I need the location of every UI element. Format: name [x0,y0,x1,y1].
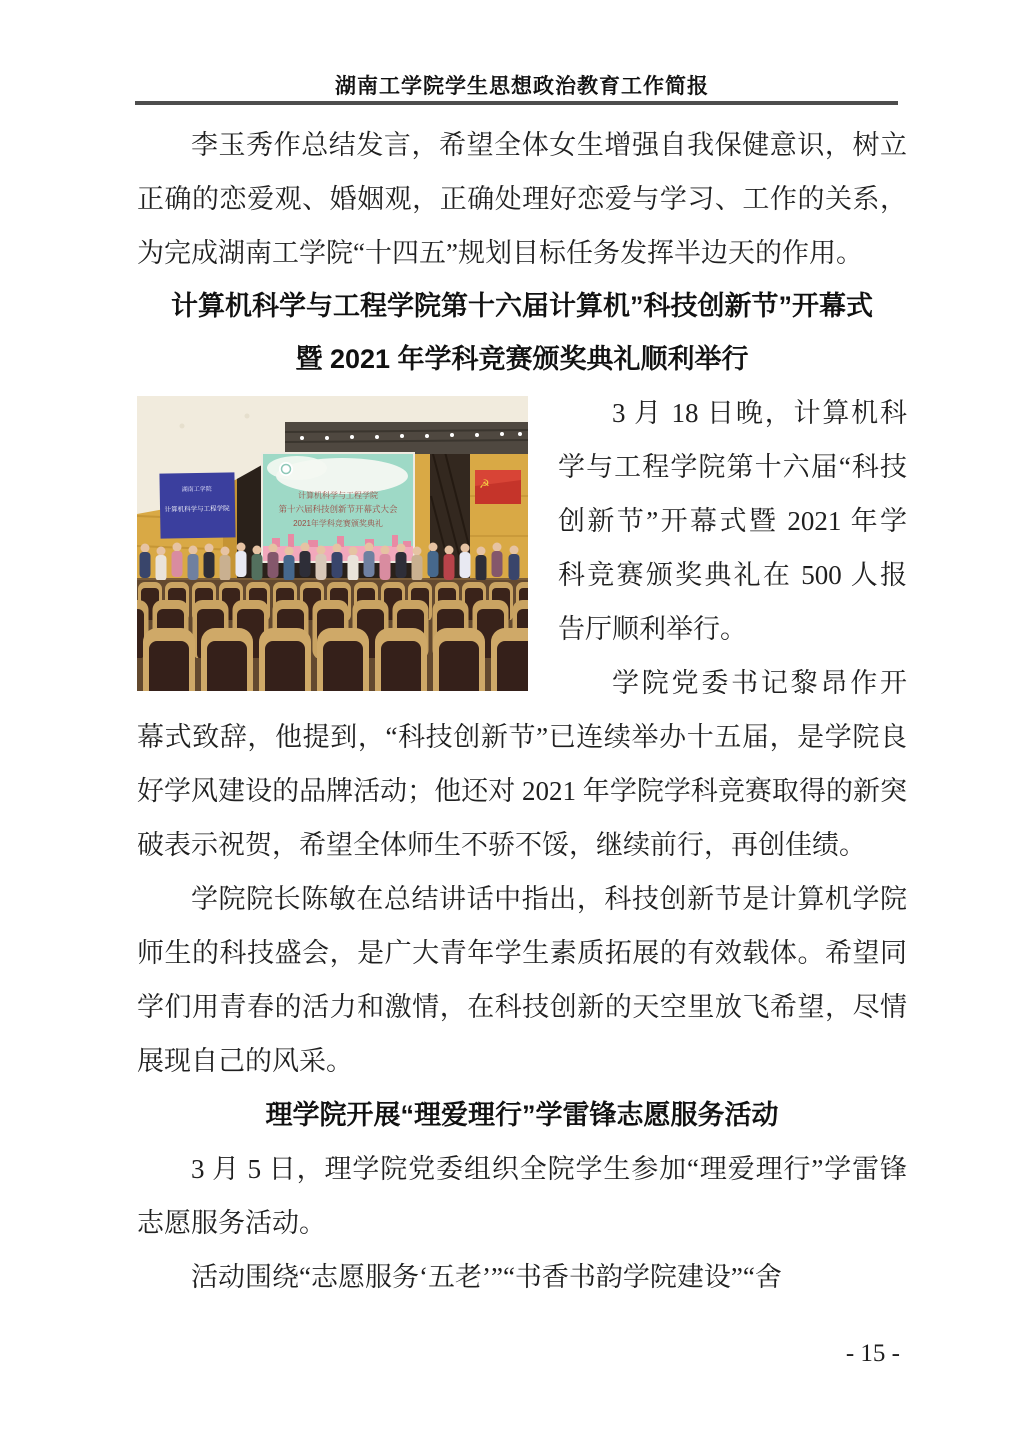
banner-text-line2: 计算机科学与工程学院 [164,505,230,514]
photo-ceiling-vent [285,422,528,454]
photo-text-section [137,386,907,872]
screen-text-line1: 计算机科学与工程学院 [298,491,378,500]
paragraph-dean-speech: 学院院长陈敏在总结讲话中指出，科技创新节是计算机学院师生的科技盛会，是广大青年学生素质拓展的有效载体。希望同学们用青春的活力和激情，在科技创新的天空里放飞希望，尽情展现自己的风采。 [137,884,907,1076]
auditorium-photo-illustration [137,396,528,691]
article-heading-computer-line1: 计算机科学与工程学院第十六届计算机”科技创新节”开幕式 [171,291,873,321]
paragraph-activity: 活动围绕“志愿服务‘五老’”“书香书韵学院建设”“舍 [191,1262,782,1292]
paragraph-secretary-speech: 学院党委书记黎昂作开幕式致辞，他提到，“科技创新节”已连续举办十五届，是学院良好学风建设的品牌活动；他还对 2021 年学院学科竞赛取得的新突破表示祝贺，希望全体师生不骄不馁，继续前行，再创佳绩。 [137,668,907,860]
paragraph-lixueyuan: 3 月 5 日，理学院党委组织全院学生参加“理爱理行”学雷锋志愿服务活动。 [137,1154,907,1238]
document-body [137,118,907,1304]
bulletin-header-title: 湖南工学院学生思想政治教育工作简报 [335,75,709,98]
article-heading-science: 理学院开展“理爱理行”学雷锋志愿服务活动 [265,1100,779,1130]
paragraph-intro: 李玉秀作总结发言，希望全体女生增强自我保健意识，树立正确的恋爱观、婚姻观，正确处理好恋爱与学习、工作的关系，为完成湖南工学院“十四五”规划目标任务发挥半边天的作用。 [137,130,907,268]
header-rule [135,101,898,105]
photo-banner [159,472,235,538]
screen-text-line3: 2021年学科竞赛颁奖典礼 [293,519,383,528]
page-number: - 15 - [845,1340,900,1367]
photo-seat-rows [137,580,528,691]
event-photo [137,396,528,691]
banner-text-line1: 湖南工学院 [181,486,212,494]
photo-party-flag [475,470,521,504]
article-heading-computer-line2: 暨 2021 年学科竞赛颁奖典礼顺利举行 [295,344,749,374]
screen-text-line2: 第十六届科技创新节开幕式大会 [278,504,398,514]
paragraph-event: 3 月 18 日晚，计算机科学与工程学院第十六届“科技创新节”开幕式暨 2021 年学科竞赛颁奖典礼在 500 人报告厅顺利举行。 [558,398,907,644]
hammer-sickle-icon: ☭ [479,477,490,491]
